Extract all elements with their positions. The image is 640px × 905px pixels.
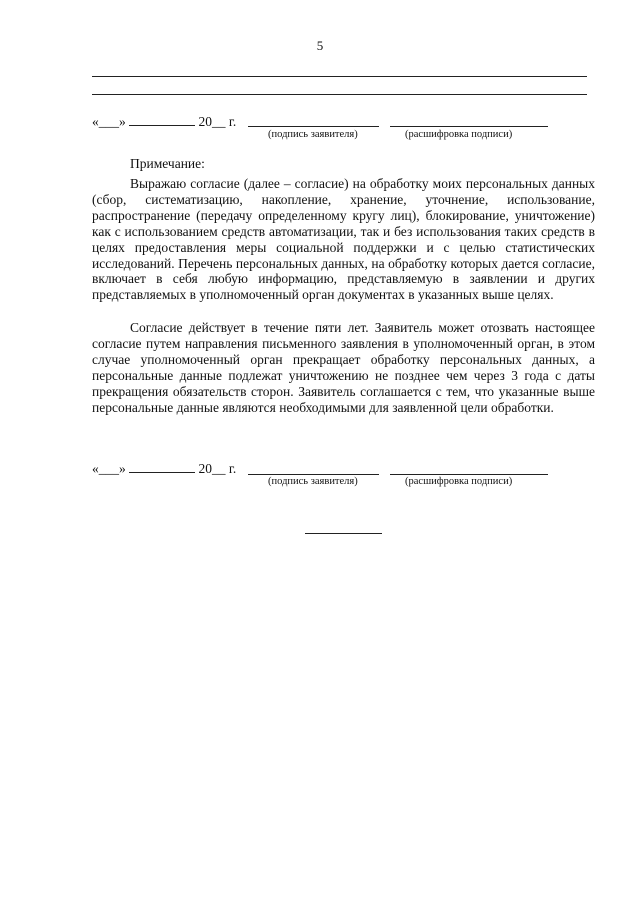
- consent-paragraph: Выражаю согласие (далее – согласие) на обработку моих персональных данных (сбор, систематизацию, накопление, хранение, уточнение, использование, распространение (передачу определенному кругу лиц), блокирование, уничтожение) как с использованием средств автоматизации, так и без использования таких средств в целях предоставления меры социальной поддержки и с целью статистических исследований. Перечень персональных данных, на обработку которых дается согласие, включает в себя любую информацию, представляемую в заявлении и других представляемых в уполномоченный орган документах в указанных выше целях.: [92, 176, 595, 303]
- month-line: [129, 114, 195, 126]
- date-quote-open: «: [92, 461, 99, 476]
- year-suffix: г.: [228, 114, 237, 129]
- signature-line: [248, 474, 379, 475]
- transcript-caption: (расшифровка подписи): [405, 476, 513, 487]
- date-quote-open: «: [92, 114, 99, 129]
- signature-row-2: [92, 461, 236, 477]
- month-line: [129, 461, 195, 473]
- page-number: 5: [316, 38, 324, 53]
- validity-paragraph: Согласие действует в течение пяти лет. Заявитель может отозвать настоящее согласие путем направления письменного заявления в уполномоченный орган, в этом случае уполномоченный орган прекращает обработку персональных данных, а персональные данные подлежат уничтожению не позднее чем через 3 года с даты прекращения обязательств сторон. Заявитель соглашается с тем, что указанные выше персональные данные являются необходимыми для заявленной цели обработки.: [92, 320, 595, 415]
- date-quote-close: »: [119, 461, 126, 476]
- day-blank: ___: [98, 461, 119, 476]
- year-blank: __: [212, 461, 226, 476]
- signature-line: [248, 126, 379, 127]
- day-blank: ___: [98, 114, 119, 129]
- year-suffix: г.: [228, 461, 237, 476]
- signature-caption: (подпись заявителя): [268, 476, 358, 487]
- year-blank: __: [212, 114, 226, 129]
- end-rule: [305, 533, 382, 534]
- signature-caption: (подпись заявителя): [268, 129, 358, 140]
- blank-line-2: [92, 94, 587, 95]
- date-quote-close: »: [119, 114, 126, 129]
- transcript-line: [390, 126, 548, 127]
- year-prefix: 20: [198, 461, 212, 476]
- transcript-line: [390, 474, 548, 475]
- signature-row-1: [92, 114, 236, 130]
- blank-line-1: [92, 76, 587, 77]
- year-prefix: 20: [198, 114, 212, 129]
- note-title: Примечание:: [130, 156, 205, 171]
- transcript-caption: (расшифровка подписи): [405, 129, 513, 140]
